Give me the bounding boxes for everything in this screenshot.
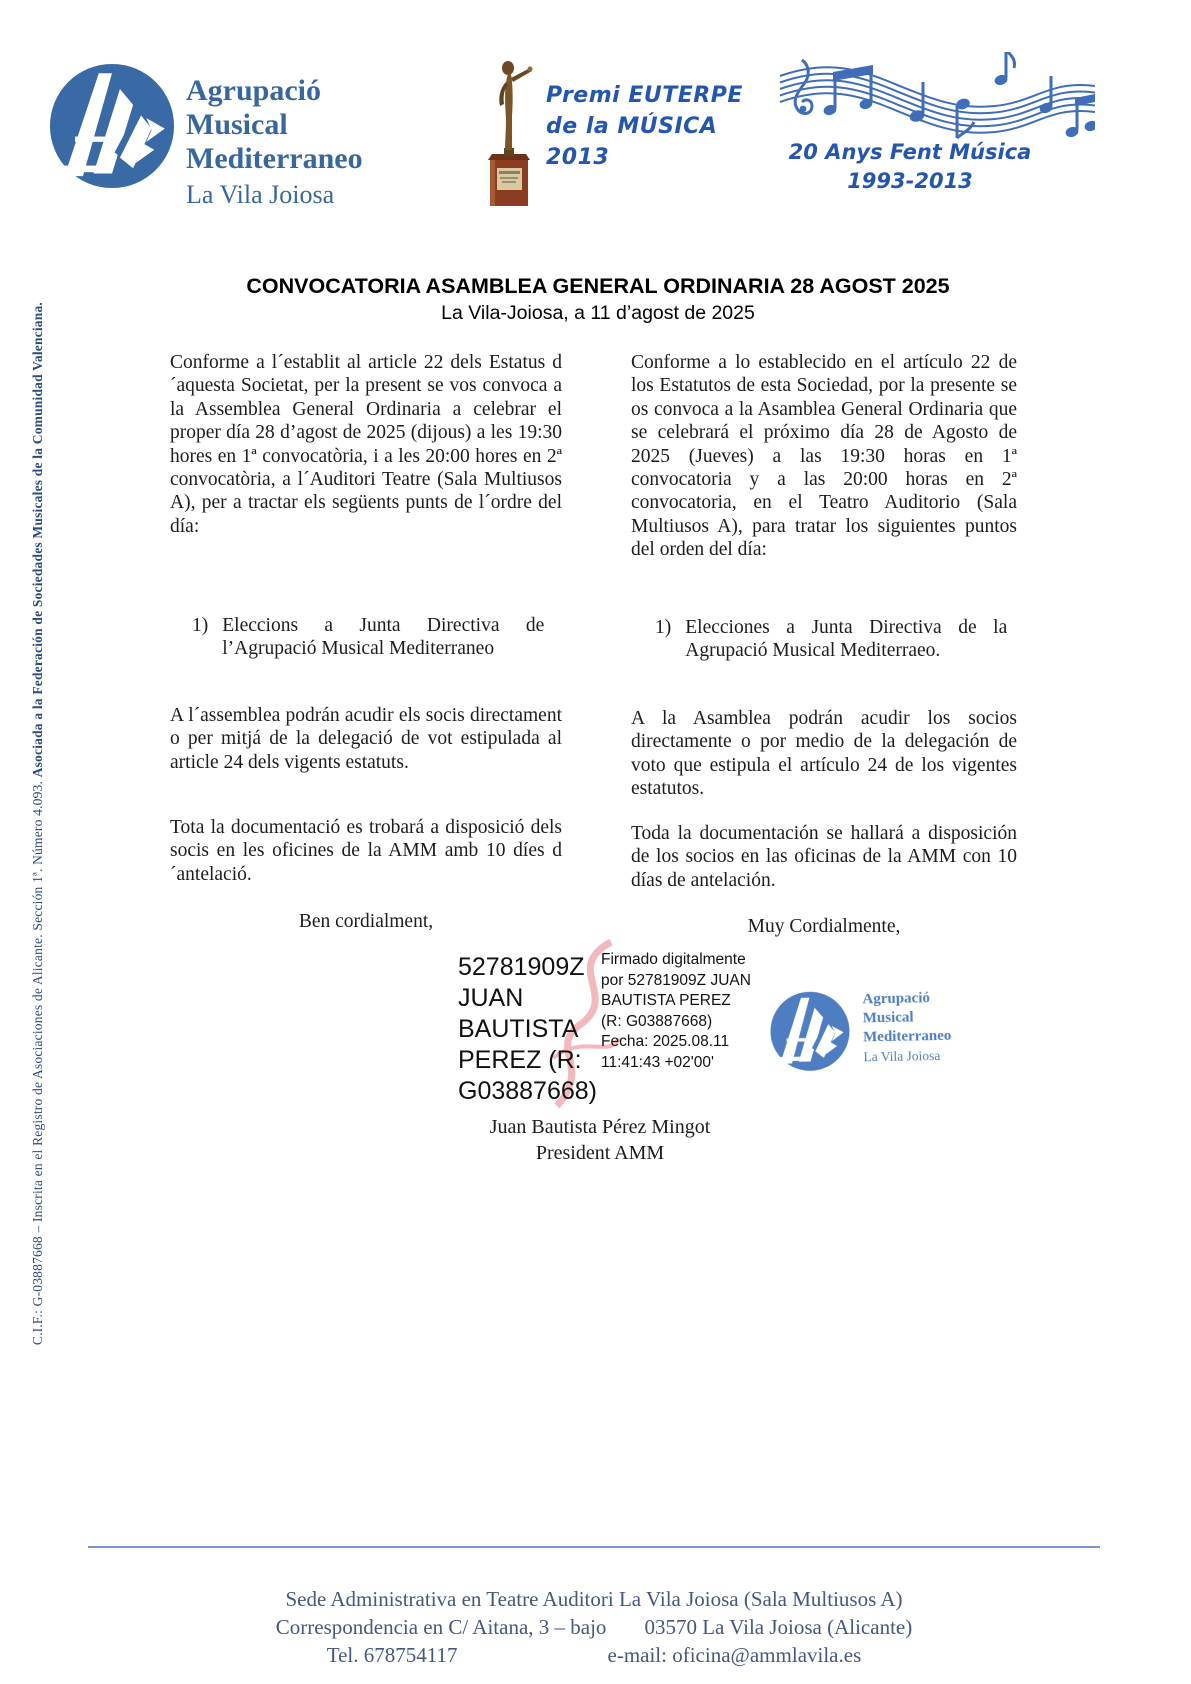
premi-line2: de la MÚSICA [546, 114, 718, 139]
footer-divider [88, 1546, 1100, 1548]
amm-stamp-logo [767, 989, 852, 1074]
right-agenda-item [655, 616, 1007, 663]
certificate-name-text: 52781909Z JUAN BAUTISTA PEREZ (R: G03887668) [458, 953, 598, 1105]
amm-logo [46, 60, 178, 192]
anys-line2: 1993-2013 [847, 169, 973, 193]
org-name-line2: Musical [186, 108, 288, 141]
footer-phone: Tel. 678754117 [326, 1643, 458, 1667]
footer [88, 1585, 1100, 1669]
footer-line2 [88, 1613, 1100, 1641]
org-name-line3: Mediterraneo [186, 142, 363, 175]
stamp-line2: Musical [862, 1009, 914, 1027]
right-closing: Muy Cordialmente, [747, 916, 901, 937]
certificate-details-text: Firmado digitalmente por 52781909Z JUAN BAUTISTA PEREZ (R: G03887668) Fecha: 2025.08.11 11:41:43 +02'00' [601, 951, 751, 1071]
right-paragraph-1: Conforme a lo establecido en el artículo 22 de los Estatutos de esta Sociedad, por la presente se os convoca a la Asamblea General Ordinaria que se celebrará el próximo día 28 de Agosto de 2025 (Jueves) a las 19:30 horas en 1ª convocatoria y a las 20:00 horas en 2ª convocatoria, en el Teatro Auditorio (Sala Multiusos A), para tratar los siguientes puntos del orden del día: [631, 352, 1017, 561]
org-name [186, 74, 363, 212]
page-subtitle: La Vila-Joiosa, a 11 d’agost de 2025 [441, 302, 755, 324]
amm-stamp-text [862, 989, 952, 1067]
euterpe-trophy-image [478, 52, 538, 210]
page-title: CONVOCATORIA ASAMBLEA GENERAL ORDINARIA 28 AGOST 2025 [246, 274, 950, 298]
left-agenda-item-text: Eleccions a Junta Directiva de l’Agrupació Musical Mediterraneo [222, 615, 545, 660]
anniversary-caption [740, 138, 1080, 196]
stamp-line1: Agrupació [862, 990, 931, 1008]
premi-euterpe-caption [546, 80, 743, 173]
amm-stamp [767, 970, 999, 1094]
left-closing: Ben cordialment, [298, 911, 434, 932]
footer-line3 [88, 1641, 1100, 1669]
sidebar-vertical-text [20, 258, 56, 1390]
right-paragraph-3: Toda la documentación se hallará a disposición de los socios en las oficinas de la AMM con 10 días de antelación. [631, 823, 1017, 891]
right-agenda-item-text: Elecciones a Junta Directiva de la Agrupació Musical Mediterraeo. [685, 617, 1008, 662]
music-staff-graphic [750, 52, 1095, 147]
footer-line1: Sede Administrativa en Teatre Auditori La Vila Joiosa (Sala Multiusos A) [285, 1587, 903, 1611]
right-agenda-item-marker: 1) [655, 617, 672, 638]
signer-name: Juan Bautista Pérez Mingot [489, 1116, 711, 1138]
anys-line1: 20 Anys Fent Música [788, 140, 1032, 164]
org-name-line1: Agrupació [186, 74, 321, 107]
stamp-line4: La Vila Joiosa [863, 1048, 941, 1065]
stamp-line3: Mediterraneo [862, 1027, 952, 1046]
left-paragraph-3: Tota la documentació es trobará a disposició dels socis en les oficines de la AMM amb 10 díes d´antelació. [170, 817, 562, 885]
signer-title: President AMM [535, 1142, 665, 1164]
left-agenda-item [192, 614, 544, 661]
footer-email: e-mail: oficina@ammlavila.es [607, 1643, 862, 1667]
right-paragraph-2: A la Asamblea podrán acudir los socios directamente o por medio de la delegación de voto que estipula el artículo 24 de los vigentes estatutos. [631, 708, 1017, 800]
left-paragraph-2: A l´assemblea podrán acudir els socis directament o per mitjá de la delegació de vot estipulada al article 24 dels vigents estatuts. [170, 705, 562, 773]
left-agenda-item-marker: 1) [192, 615, 209, 636]
sidebar-registration-text: C.I.F.: G-03887668 – Inscrita en el Registro de Asociaciones de Alicante. Sección 1ª. Número 4.093. [30, 777, 45, 1346]
footer-address: Correspondencia en C/ Aitana, 3 – bajo [275, 1615, 607, 1639]
org-name-line4: La Vila Joiosa [186, 180, 335, 209]
left-paragraph-1: Conforme a l´establit al article 22 dels Estatus d´aquesta Societat, per la present se vos convoca a la Assemblea General Ordinaria a celebrar el proper día 28 d’agost de 2025 (dijous) a les 19:30 hores en 1ª convocatòria, i a les 20:00 hores en 2ª convocatòria, a l´Auditori Teatre (Sala Multiusos A), per a tractar els següents punts de l´ordre del día: [170, 352, 562, 537]
premi-line3: 2013 [546, 145, 610, 170]
premi-line1: Premi EUTERPE [546, 83, 743, 108]
footer-postal: 03570 La Vila Joiosa (Alicante) [644, 1615, 913, 1639]
sidebar-federation-text: Asociada a la Federación de Sociedades Musicales de la Comunidad Valenciana. [30, 302, 45, 778]
